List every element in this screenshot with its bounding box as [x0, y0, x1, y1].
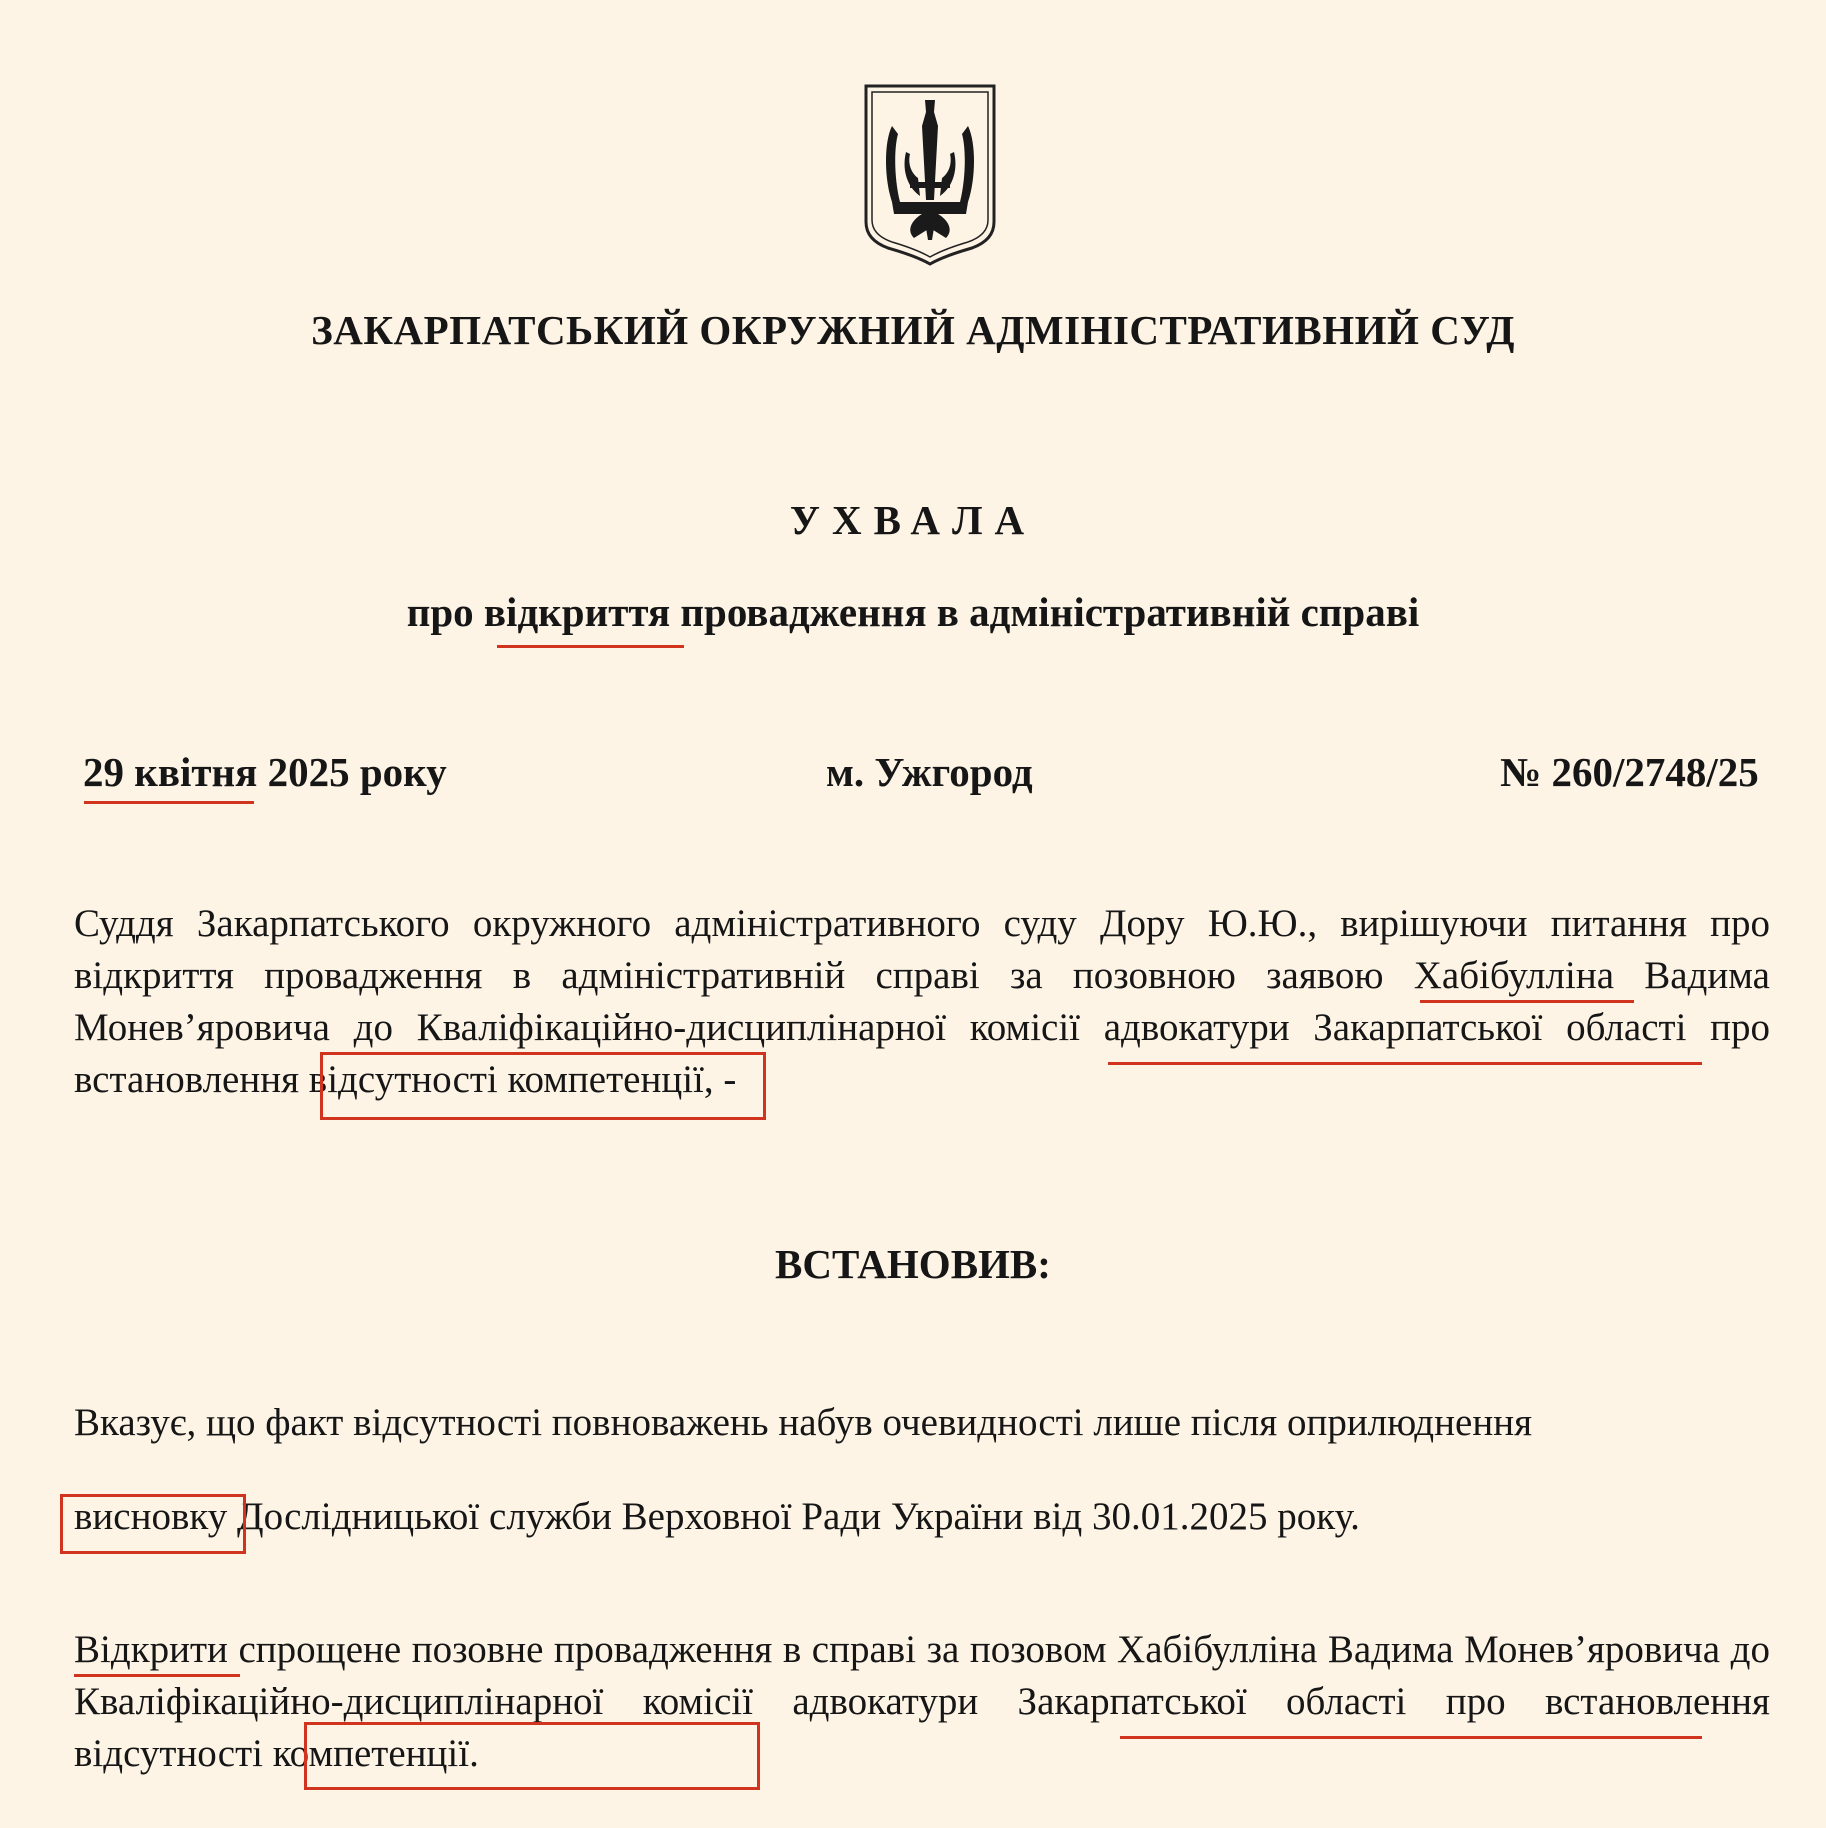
established-heading: ВСТАНОВИВ: [775, 1241, 1051, 1287]
annotation-underline [74, 1674, 240, 1677]
case-number-container [1500, 748, 1770, 808]
court-name: ЗАКАРПАТСЬКИЙ ОКРУЖНИЙ АДМІНІСТРАТИВНИЙ СУД [311, 307, 1515, 353]
case-number: № 260/2748/25 [1500, 749, 1759, 795]
annotation-underline [1420, 1000, 1634, 1003]
annotation-underline [1108, 1062, 1702, 1065]
annotation-box [304, 1722, 760, 1790]
ruling-city: м. Ужгород [826, 749, 1033, 795]
ukraine-coat-of-arms-icon [862, 82, 998, 266]
finding-line-2: висновку Дослідницької служби Верховної Ради України від 30.01.2025 року. [74, 1495, 1360, 1538]
document-subtitle: про відкриття провадження в адміністративній справі [406, 589, 1420, 635]
decision-paragraph: Відкрити спрощене позовне провадження в справі за позовом Хабібулліна Вадима Моневʼяровича до Кваліфікаційно-дисциплінарної комісії адвокатури Закарпатської області про встановлення відсутності компетенції. [74, 1628, 1770, 1775]
annotation-box [60, 1494, 246, 1554]
annotation-underline [1120, 1736, 1702, 1739]
finding-line-1: Вказує, що факт відсутності повноважень набув очевидності лише після оприлюднення [74, 1401, 1533, 1444]
annotation-box [320, 1052, 766, 1120]
annotation-underline [84, 801, 254, 804]
annotation-underline [497, 645, 684, 648]
intro-paragraph: Суддя Закарпатського окружного адміністративного суду Дору Ю.Ю., вирішуючи питання про відкриття провадження в адміністративній справі за позовною заявою Хабібулліна Вадима Моневʼяровича до Кваліфікаційно-дисциплінарної комісії адвокатури Закарпатської області про встановлення відсутності компетенції, - [74, 902, 1770, 1101]
ruling-date: 29 квітня 2025 року [83, 749, 447, 795]
document-title: УХВАЛА [789, 497, 1037, 543]
